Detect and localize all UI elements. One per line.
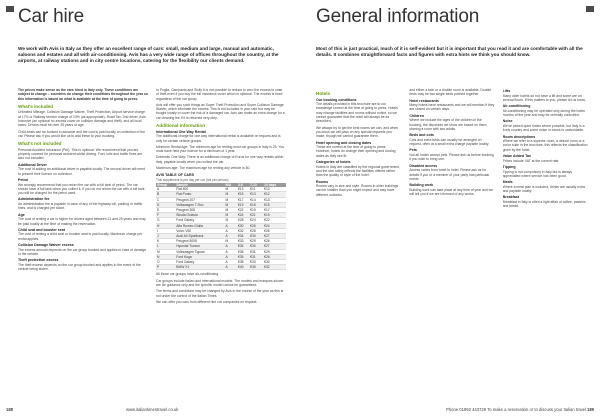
body-paragraph: Avis will offer you such things as Super Theft Protection and Super Collision Damage Waiver, which eliminate the excess. This is not included in your rate but may be bought locally to cover the risk of a damaged car. Avis can make an extra charge for a car cleaning fee if it is returned very dirty. xyxy=(156,102,285,120)
subsection-heading: Meals xyxy=(502,180,513,185)
body-paragraph: Where we refer to a superior room, a deluxe room or a junior suite in the brochure, this reflects the classification given by the hotel. xyxy=(502,139,588,152)
body-paragraph: We've picked quiet hotels where possible, but Italy is a lively country and some noise in towns is unavoidable. xyxy=(502,123,585,133)
table-cell: Ford Kuga xyxy=(175,254,224,259)
table-cell: €33 xyxy=(237,239,249,244)
intro-paragraph: We work with Avis in Italy as they offer an excellent range of cars: small, medium and large, manual and automatic, saloons and estates and all with air-conditioning. Avis has a very wide range of offices throughout the country, at the airports, at railway stations and in city centre locations, catering for the flexibility our clients demand. xyxy=(18,46,279,63)
body-paragraph: Many hotels have restaurants and we will mention if they are closed on certain days. xyxy=(409,103,495,112)
body-paragraph: Unlimited Mileage, Collision Damage Waiver, Theft Protection, Airport service charge at 17% or Railway service charge of 13% (as appropriate), Road Tax, 2nd driver, Avis Inclusive (an optional no-excess cover on collision damage and theft), and all local taxes. Drivers must be over 25 years of age. xyxy=(18,110,146,128)
table-cell: €10 xyxy=(263,187,286,192)
table-header-cell: 7-13 xyxy=(249,183,263,187)
table-cell: A xyxy=(225,254,237,259)
table-cell: A xyxy=(225,233,237,238)
section-heading: Additional information xyxy=(156,123,205,129)
table-cell: L xyxy=(156,244,175,249)
subsection-heading: Children xyxy=(409,113,424,118)
table-cell: €11 xyxy=(249,187,263,192)
table-cell: Peugeot 5008 xyxy=(175,239,224,244)
table-cell: €27 xyxy=(263,233,286,238)
table-cell: B xyxy=(156,192,175,197)
footer-phone: Phone 01992 443729 To make a reservation or to discuss your Italian travel xyxy=(446,407,587,412)
table-cell: €22 xyxy=(237,207,249,212)
table-cell: M xyxy=(225,213,237,218)
subsection-heading: Air-conditioning xyxy=(502,104,531,109)
subsection-heading: Breakfast xyxy=(502,195,520,200)
body-paragraph: The cost of renting a car is higher for drivers aged between 21 and 25 years and may be paid locally at the time of making the reservation. xyxy=(18,217,146,226)
table-cell: €32 xyxy=(263,265,286,270)
rates-table-subtitle: This supplement is per day per car (not per person). xyxy=(156,177,230,182)
table-cell: €15 xyxy=(263,202,286,207)
body-paragraph: Prices include VAT at the current rate. xyxy=(502,158,560,163)
table-cell: €28 xyxy=(249,228,263,233)
body-column xyxy=(409,88,494,400)
body-paragraph: The excess amount depends on the car group booked and applies in case of damage to the vehicle. xyxy=(18,247,147,256)
subsection-heading: Collision Damage Waiver excess xyxy=(18,242,74,247)
footer-url[interactable]: www.italiantimestravel.co.uk xyxy=(126,407,179,412)
table-cell: €17 xyxy=(263,207,286,212)
body-paragraph: Maximum age: The maximum age for renting any vehicle is 80. xyxy=(156,166,251,171)
body-paragraph: All those car groups have air-conditioning. xyxy=(156,272,220,277)
table-cell: C xyxy=(156,197,175,202)
table-cell: Volvo V60 xyxy=(175,228,224,233)
body-paragraph: Where we include the ages of the children in the booking, the discounts we show are based on them sharing a room with two adults. xyxy=(409,118,487,131)
table-cell: Audi A4 Sportback xyxy=(175,233,224,238)
subsection-heading: Our booking conditions xyxy=(316,97,357,102)
table-cell: €30 xyxy=(263,259,286,264)
section-tab-marker xyxy=(586,6,594,12)
table-cell: €15 xyxy=(237,192,249,197)
body-paragraph: Many older hotels do not have a lift and some are on several floors. If this matters to you, please let us know. xyxy=(502,93,586,102)
table-cell: €30 xyxy=(249,244,263,249)
table-cell: €17 xyxy=(237,197,249,202)
table-cell: €19 xyxy=(249,207,263,212)
body-columns xyxy=(316,88,588,400)
table-cell: Hyundai Tucson xyxy=(175,244,224,249)
section-tab-marker xyxy=(6,6,14,12)
table-cell: €29 xyxy=(263,249,286,254)
body-column xyxy=(18,88,148,400)
body-paragraph: Rooms vary in size and style. Rooms in older buildings can be smaller than you might expect and may have different outlooks. xyxy=(316,184,399,197)
body-paragraph: Child seats can be booked in advance and the cost is paid locally on collection of the car. Please ask if you would like us to add these to your booking. xyxy=(18,129,146,138)
body-paragraph: The terms and conditions may be changed by Avis in the course of the year as this is not under the control of the Italian Times. xyxy=(156,289,284,298)
table-cell: €12 xyxy=(263,192,286,197)
table-cell: A xyxy=(225,249,237,254)
body-paragraph: Personal Accident Insurance (PAI). This is optional. We recommend that you are properly covered for personal accident whilst driving. Fuel, tolls and traffic fines are also not included. xyxy=(18,147,143,161)
body-paragraph: Breakfast in Italy is often a light affair of coffee, pastries and bread. xyxy=(502,199,586,209)
table-cell: P xyxy=(156,265,175,270)
table-cell: I xyxy=(156,228,175,233)
table-cell: Volkswagen Tiguan xyxy=(175,249,224,254)
table-cell: Alfa Romeo Giulia xyxy=(175,223,224,228)
table-cell: G xyxy=(156,218,175,223)
table-row xyxy=(156,265,286,270)
table-cell: €38 xyxy=(237,259,249,264)
table-cell: €21 xyxy=(249,213,263,218)
page-title: General information xyxy=(316,6,480,27)
table-cell: €13 xyxy=(249,192,263,197)
table-cell: €33 xyxy=(249,259,263,264)
subsection-heading: Pets xyxy=(409,148,417,153)
body-column xyxy=(156,88,286,400)
table-cell: €14 xyxy=(249,197,263,202)
table-header-cell: Group xyxy=(156,183,175,187)
table-cell: €36 xyxy=(237,249,249,254)
body-paragraph: The cost of renting a child seat or booster seat is paid locally. Maximum charge per rental applies. xyxy=(18,232,143,241)
body-paragraph: Car groups include Italian and international models. The models and marques shown are for guidance only and the specific model cannot be guaranteed. xyxy=(156,278,284,287)
body-paragraph: Where a meal plan is included, drinks are usually extra and payable locally. xyxy=(502,184,585,194)
table-cell: €16 xyxy=(249,202,263,207)
subsection-heading: Beds and cots xyxy=(409,133,434,138)
table-cell: Ford Galaxy xyxy=(175,259,224,264)
table-cell: Volkswagen T-Roc xyxy=(175,202,224,207)
table-cell: €30 xyxy=(249,233,263,238)
table-cell: €32 xyxy=(237,228,249,233)
table-cell: €19 xyxy=(263,213,286,218)
table-cell: M xyxy=(156,249,175,254)
section-heading: What's not included xyxy=(18,141,62,147)
table-cell: Ford Galaxy xyxy=(175,218,224,223)
body-paragraph: In Puglia, Campania and Sicily it is not possible to reduce to zero the excess in case of theft even if you buy the full insurance cover which is optional. The excess is fixed regardless of the car group. xyxy=(156,88,283,101)
table-cell: A xyxy=(225,244,237,249)
subsection-heading: Tipping xyxy=(502,164,516,169)
body-paragraph: Domestic One Way: There is an additional charge of Euros for one way rentals within Italy, payable locally when you collect the car. xyxy=(156,155,284,164)
subsection-heading: Theft protection excess xyxy=(18,258,59,263)
table-cell: €35 xyxy=(237,254,249,259)
table-cell: €19 xyxy=(237,202,249,207)
table-cell: Fiat Punto xyxy=(175,192,224,197)
table-header-cell: 14 days xyxy=(263,183,286,187)
table-cell: M xyxy=(225,192,237,197)
table-cell: D xyxy=(156,202,175,207)
table-cell: €26 xyxy=(249,223,263,228)
table-cell: €24 xyxy=(263,223,286,228)
table-cell: A xyxy=(225,265,237,270)
table-cell: K xyxy=(156,239,175,244)
table-cell: €28 xyxy=(237,218,249,223)
table-cell: M xyxy=(225,202,237,207)
table-cell: A xyxy=(225,223,237,228)
table-cell: Skoda Octavia xyxy=(175,213,224,218)
body-paragraph: Not all hotels accept pets. Please ask us before booking if you wish to bring one. xyxy=(409,153,494,162)
table-cell: N xyxy=(156,254,175,259)
subsection-heading: Rooms xyxy=(316,179,329,184)
table-cell: A xyxy=(225,228,237,233)
subsection-heading: Lifts xyxy=(502,89,511,93)
rates-table xyxy=(156,183,286,270)
body-paragraph: The theft excess depends on the car group booked and applies in the event of the vehicle being stolen. xyxy=(18,262,141,272)
subsection-heading: Value Added Tax xyxy=(502,154,532,159)
body-paragraph: These are correct at the time of going to press. However, hotels do change their opening and closing dates as they see fit. xyxy=(316,145,396,158)
subsection-heading: Noise xyxy=(502,119,513,124)
table-cell: E xyxy=(156,207,175,212)
section-heading: Hotels xyxy=(316,91,331,96)
section-heading: What's included xyxy=(18,103,54,109)
subsection-heading: Hotel opening and closing dates xyxy=(316,140,372,145)
table-cell: €34 xyxy=(237,244,249,249)
body-paragraph: Air-conditioning may be operated only during the hotter months of the year and may be centrally controlled. xyxy=(502,108,586,118)
subsection-heading: Additional Driver xyxy=(18,162,47,167)
table-cell: Peugeot 308 xyxy=(175,207,224,212)
table-cell: €31 xyxy=(249,254,263,259)
page-number: 188 xyxy=(6,407,13,412)
table-cell: M xyxy=(225,187,237,192)
body-paragraph: Building work can take place at any time of year and we will tell you if we are informed of any works. xyxy=(409,187,494,197)
table-cell: €13 xyxy=(263,197,286,202)
table-cell: J xyxy=(156,233,175,238)
table-cell: H xyxy=(156,223,175,228)
table-cell: €13 xyxy=(237,187,249,192)
body-paragraph: We always try to get the best rooms we can, and when you book we will pass on any special requests you make, though we cannot guarantee them. xyxy=(316,125,399,139)
table-header-cell: Sample xyxy=(175,183,224,187)
subsection-heading: Hotel restaurants xyxy=(409,98,439,103)
table-cell: Fiat 500 xyxy=(175,187,224,192)
table-cell: A xyxy=(225,259,237,264)
body-paragraph: Hotels in Italy are classified by the regional government, and the star rating reflects the facilities offered rather than the quality or style of the hotel. xyxy=(316,164,401,178)
body-paragraph: and either a twin or a double room is available. Double beds may be two single beds pushed together. xyxy=(409,88,492,97)
table-cell: €26 xyxy=(263,228,286,233)
subsection-heading: Room descriptions xyxy=(502,134,536,139)
body-paragraph: Cots and extra beds can usually be arranged on request, often at a small extra charge payable locally. xyxy=(409,137,490,147)
body-paragraph: The details provided in this brochure are to our knowledge correct at the time of going to press. Hotels may change facilities and rooms without notice, so we cannot guarantee that the hotel will always be as described. xyxy=(316,102,398,124)
table-cell: €31 xyxy=(249,249,263,254)
table-cell: M xyxy=(225,197,237,202)
page-title: Car hire xyxy=(18,6,84,27)
table-cell: €28 xyxy=(263,254,286,259)
table-cell: €27 xyxy=(263,244,286,249)
body-paragraph: We strongly recommend that you return the car with a full tank of petrol. The car should have a full tank when you collect it. If you do not return the car with a full tank you will be charged for the petrol used. xyxy=(18,182,145,196)
subsection-heading: Building work xyxy=(409,183,434,188)
body-column xyxy=(503,88,588,400)
table-cell: €34 xyxy=(237,233,249,238)
right-page xyxy=(300,0,600,417)
body-column xyxy=(316,88,401,400)
body-columns xyxy=(18,88,286,400)
table-cell: M xyxy=(225,239,237,244)
body-paragraph: Access varies from hotel to hotel. Please ask us for details if you or a member of your party has particular needs. xyxy=(409,168,490,181)
table-cell: BMW X1 xyxy=(175,265,224,270)
table-cell: O xyxy=(156,259,175,264)
table-cell: €26 xyxy=(263,239,286,244)
subsection-heading: Administration fee xyxy=(18,197,50,202)
subsection-heading: Categories of hotels xyxy=(316,160,351,165)
page-number: 189 xyxy=(587,407,594,412)
subsection-heading: Child seat and booster seat xyxy=(18,227,65,232)
table-cell: M xyxy=(225,218,237,223)
body-paragraph: Tipping is not compulsory in Italy but is always appreciated where service has been good. xyxy=(502,169,573,178)
body-paragraph: The prices make sense as the cars hired in Italy only. These conditions are subject to change – countries do change their conditions throughout the year so this information is based on what is available at the time of going to press. xyxy=(18,88,148,101)
table-cell: €40 xyxy=(237,265,249,270)
body-paragraph: The cost of adding an additional driver is payable locally. The second driver will need to present their licence on collection. xyxy=(18,167,145,176)
table-cell: €35 xyxy=(249,265,263,270)
table-header-cell: N/A xyxy=(225,183,237,187)
subsection-heading: Disabled access xyxy=(409,163,438,168)
table-cell: €24 xyxy=(237,213,249,218)
intro-paragraph: Most of this is just practical, much of it is self-evident but it is important that you read it and are comfortable with all the details. It combines straightforward facts and figures with extra hints we think you should know. xyxy=(316,46,583,57)
rates-table-title: AVIS TABLE OF CARS xyxy=(156,173,195,178)
table-cell: €24 xyxy=(249,218,263,223)
table-cell: €22 xyxy=(263,218,286,223)
table-cell: Peugeot 207 xyxy=(175,197,224,202)
table-cell: €30 xyxy=(237,223,249,228)
subsection-heading: Age xyxy=(18,212,25,217)
subsection-heading: International One Way Rental xyxy=(156,129,206,134)
table-cell: F xyxy=(156,213,175,218)
table-cell: M xyxy=(225,207,237,212)
body-paragraph: An administration fee is payable in case of any of the highway toll, parking or traffic fines, and is charged per ticket. xyxy=(18,202,143,211)
table-header-cell: 3-6 xyxy=(237,183,249,187)
table-cell: €29 xyxy=(249,239,263,244)
body-paragraph: The additional charge for one way international rental is available on request and is only for certain vehicle groups. xyxy=(156,134,281,143)
subsection-heading: Petrol xyxy=(18,177,29,182)
table-cell: A xyxy=(156,187,175,192)
body-paragraph: We can offer you cars from different hire car companies on request. xyxy=(156,299,258,304)
body-paragraph: Minimum Rental Age: The minimum age for renting most car groups in Italy is 25. You must have held your licence for a minimum of 1 year. xyxy=(156,144,285,154)
